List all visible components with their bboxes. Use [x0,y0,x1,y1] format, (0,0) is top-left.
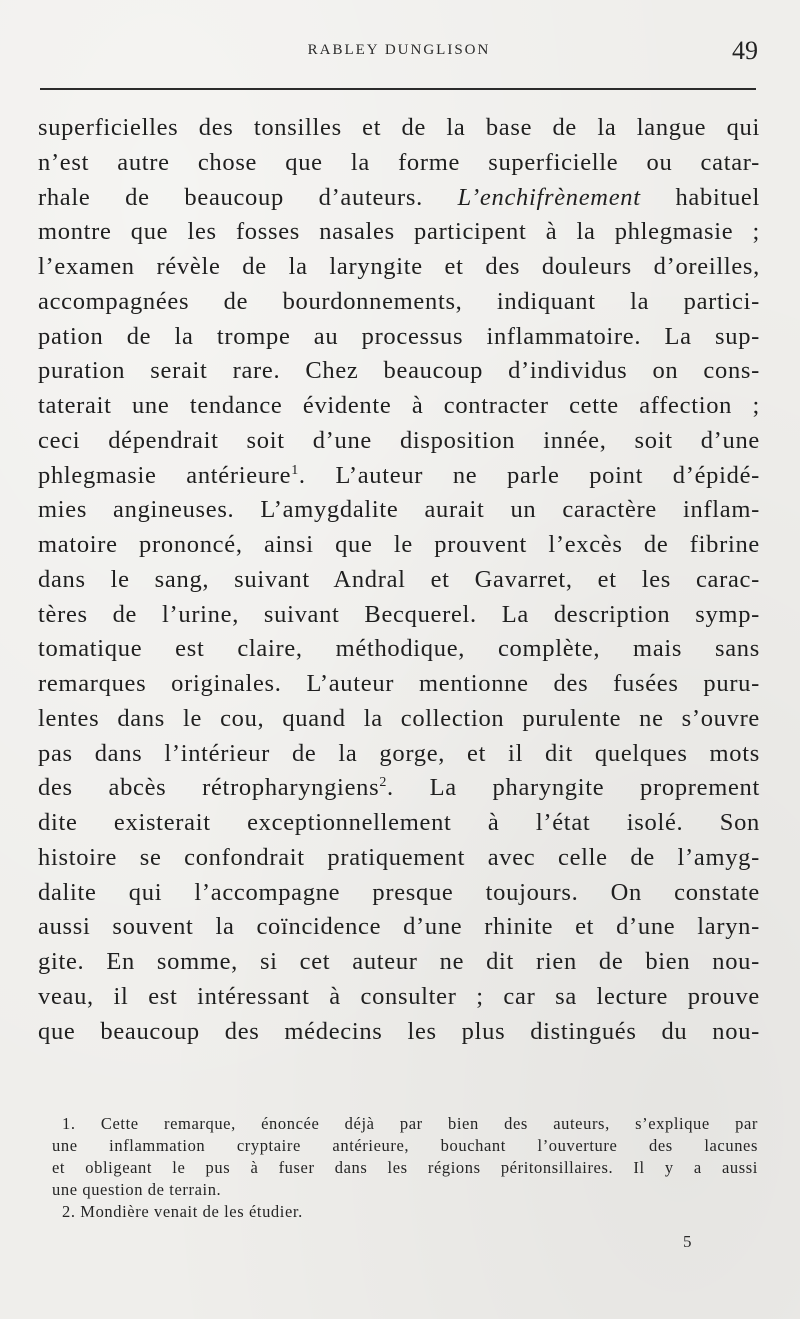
footnote-ref: 2 [379,775,388,791]
text-segment: l’examen révèle de la laryngite et des douleurs d’oreilles, [38,253,760,280]
text-segment: habituel [640,183,760,211]
text-segment: ceci dépendrait soit d’une disposition innée, soit d’une [38,426,760,454]
body-line [38,806,760,841]
text-segment: gite. En somme, si cet auteur ne dit rien de bien nou- [38,948,760,975]
body-line [38,980,760,1015]
text-segment: pas dans l’intérieur de la gorge, et il dit quelques mots [38,739,760,767]
body-line [38,632,760,667]
body-line [38,285,760,320]
body-line [38,702,760,737]
text-segment: pation de la trompe au processus inflammatoire. La sup- [38,322,760,350]
body-line [38,841,760,876]
body-line [38,1015,760,1050]
text-segment: . La pharyngite proprement [387,774,760,802]
text-segment: matoire prononcé, ainsi que le prouvent l’excès de fibrine [38,531,760,558]
footnote-line: une inflammation cryptaire antérieure, bouchant l’ouverture des lacunes [52,1136,758,1155]
text-segment: que beaucoup des médecins les plus distingués du nou- [38,1017,760,1045]
signature-mark: 5 [683,1232,692,1251]
body-line [38,250,760,285]
italic-term: L’enchifrènement [457,183,641,211]
body-line [38,111,760,146]
body-line [38,459,760,494]
body-line [38,493,760,528]
text-segment: superficielles des tonsilles et de la base de la langue qui [38,114,760,141]
text-segment: dalite qui l’accompagne presque toujours. On constate [38,878,760,906]
body-line [38,945,760,980]
running-title: RABLEY DUNGLISON [307,42,491,58]
text-segment: tomatique est claire, méthodique, complète, mais sans [38,635,760,663]
text-segment: veau, il est intéressant à consulter ; car sa lecture prouve [38,982,760,1010]
body-line [38,424,760,459]
text-segment: dite existerait exceptionnellement à l’état isolé. Son [38,809,760,836]
page-number: 49 [732,36,758,65]
text-segment: dans le sang, suivant Andral et Gavarret, et les carac- [38,565,760,593]
body-line [38,910,760,945]
text-segment: accompagnées de bourdonnements, indiquant la partici- [38,287,760,315]
body-line [38,598,760,633]
body-line [38,528,760,563]
running-head [38,36,760,68]
text-segment: n’est autre chose que la forme superficielle ou catar- [38,148,760,176]
body-text [38,111,760,1049]
text-segment: rhale de beaucoup d’auteurs. [38,183,458,211]
footnote-1 [52,1113,758,1201]
text-segment: remarques originales. L’auteur mentionne des fusées puru- [38,670,760,697]
text-segment: des abcès rétropharyngiens [38,774,380,802]
body-line [38,215,760,250]
text-segment: lentes dans le cou, quand la collection purulente ne s’ouvre [38,704,760,732]
body-line [38,876,760,911]
text-segment: phlegmasie antérieure [38,461,292,489]
footnote-line: et obligeant le pus à fuser dans les régions péritonsillaires. Il y a aussi [52,1158,758,1177]
body-line [38,771,760,806]
text-segment: tères de l’urine, suivant Becquerel. La description symp- [38,600,760,628]
text-segment: mies angineuses. L’amygdalite aurait un caractère inflam- [38,496,760,524]
text-segment: montre que les fosses nasales participent à la phlegmasie ; [38,218,760,246]
footnote-line: 1. Cette remarque, énoncée déjà par bien des auteurs, s’explique par [62,1114,758,1133]
text-segment: . L’auteur ne parle point d’épidé- [298,461,760,489]
text-segment: histoire se confondrait pratiquement avec celle de l’amyg- [38,843,760,871]
body-line [38,563,760,598]
text-segment: taterait une tendance évidente à contracter cette affection ; [38,392,760,419]
body-line [38,181,760,216]
text-segment: aussi souvent la coïncidence d’une rhinite et d’une laryn- [38,913,760,941]
footnote-2 [52,1201,758,1223]
text-segment: puration serait rare. Chez beaucoup d’individus on cons- [38,357,760,385]
footnote-line: une question de terrain. [52,1180,222,1199]
footnote-line: 2. Mondière venait de les étudier. [62,1202,303,1221]
body-line [38,737,760,772]
header-rule [40,88,756,90]
body-line [38,389,760,424]
body-line [38,146,760,181]
body-line [38,667,760,702]
body-line [38,320,760,355]
footnotes [52,1113,758,1223]
body-line [38,354,760,389]
footnote-ref: 1 [291,462,299,478]
